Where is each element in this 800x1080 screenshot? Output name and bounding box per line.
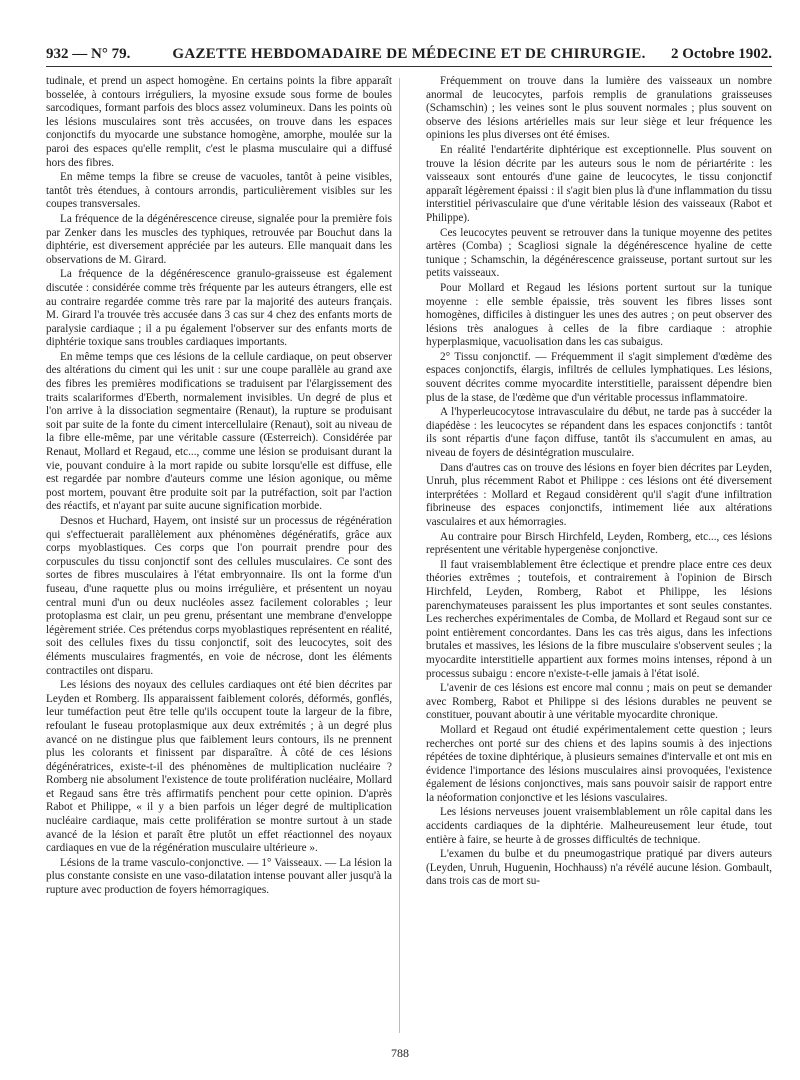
paragraph: L'examen du bulbe et du pneumogastrique pratiqué par divers auteurs (Leyden, Unruh, Huguenin, Hochhauss) n'a révélé aucune lésion. Gombault, dans trois cas de mort su- [426,848,772,888]
paragraph: 2° Tissu conjonctif. — Fréquemment il s'agit simplement d'œdème des espaces conjonctifs, élargis, infiltrés de cellules lymphatiques. Les lésions, souvent décrites comme myocardite interstitielle, paraissent dépendre bien plus de la stase, de l'œdème que d'un véritable processus inflammatoire. [426,350,772,404]
paragraph: Ces leucocytes peuvent se retrouver dans la tunique moyenne des petites artères (Comba) ; Scagliosi signale la dégénérescence hyaline de cette tunique ; Schamschin, la dégénérescence graisseuse, portant surtout sur les petits vaisseaux. [426,226,772,280]
running-header [46,42,772,66]
paragraph: Les lésions des noyaux des cellules cardiaques ont été bien décrites par Leyden et Romberg. Ils apparaissent faiblement colorés, déformés, gonflés, leur tuméfaction peut être telle qu'ils occupent toute la largeur de la fibre, refoulant le fuseau protoplasmique aux deux extrémités ; à un degré plus avancé on ne distingue plus que faiblement leurs contours, ils ne prennent plus les colorants et finissent par disparaître. À côté de ces lésions dégénératrices, existe-t-il des phénomènes de multiplication nucléaire ? Romberg nie absolument l'existence de toute prolifération nucléaire, Mollard et Regaud sans être très affirmatifs penchent pour cette opinion. D'après Rabot et Philippe, « il y a bien parfois un léger degré de multiplication nucléaire cardiaque, mais cette prolifération se montre surtout à un stade avancé de la lésion et paraît être plutôt un effet réactionnel des noyaux cardiaques en vue de la régénération musculaire ultérieure ». [46,679,392,855]
issue-date: 2 Octobre 1902. [671,46,772,62]
paragraph: Pour Mollard et Regaud les lésions portent surtout sur la tunique moyenne : elle semble épaissie, très souvent les fibres lisses sont homogènes, difficiles à distinguer les unes des autres ; on peut observer des lésions très analogues à celles de la fibre cardiaque : atrophie hyperplasmique, vacuolisation dans les cas subaigus. [426,281,772,349]
column-divider [399,78,400,1033]
paragraph: En même temps la fibre se creuse de vacuoles, tantôt à peine visibles, tantôt très étendues, à contours arrondis, particulièrement visibles sur les coupes transversales. [46,171,392,211]
right-column [426,75,772,1035]
paragraph: Dans d'autres cas on trouve des lésions en foyer bien décrites par Leyden, Unruh, plus récemment Rabot et Philippe : ces lésions ont été diversement interprétées : Mollard et Regaud considèrent qu'il s'agit d'une infiltration fibrineuse des espaces conjonctifs, intimement liée aux altérations vasculaires et aux hémorragies. [426,461,772,528]
paragraph: Lésions de la trame vasculo-conjonctive. — 1° Vaisseaux. — La lésion la plus constante consiste en une vaso-dilatation intense pouvant aller jusqu'à la rupture avec production de foyers hémorragiques. [46,856,392,897]
paragraph: Fréquemment on trouve dans la lumière des vaisseaux un nombre anormal de leucocytes, parfois remplis de granulations graisseuses (Schamschin) ; les veines sont le plus souvent normales ; plus souvent on observe des lésions artérielles mais sur leur siège et leur fréquence les opinions les plus diverses ont été émises. [426,75,772,142]
paragraph: L'avenir de ces lésions est encore mal connu ; mais on peut se demander avec Romberg, Rabot et Philippe si des lésions durables ne peuvent se constituer, pouvant aboutir à une véritable myocardite chronique. [426,682,772,722]
journal-title: GAZETTE HEBDOMADAIRE DE MÉDECINE ET DE CHIRURGIE. [172,46,646,62]
paragraph: Il faut vraisemblablement être éclectique et prendre place entre ces deux théories extrêmes ; toutefois, et contrairement à l'opinion de Birsch Hirchfeld, Leyden, Romberg, Rabot et Philippe, les lésions parenchymateuses paraissent les plus importantes et sont seules constantes. Les recherches expérimentales de Comba, de Mollard et Regaud sont sur ce point entièrement concordantes. Dans les cas très aigus, dans les infections brutales et massives, les lésions de la fibre musculaire s'observent seules ; la myocardite interstitielle appartient aux formes moins intenses, répond à un processus subaigu : encore n'existe-t-elle jamais à l'état isolé. [426,558,772,680]
header-rule [46,66,772,67]
paragraph: Mollard et Regaud ont étudié expérimentalement cette question ; leurs recherches ont porté sur des chiens et des lapins soumis à des injections répétées de toxine diphtérique, à plusieurs semaines d'intervalle et ont mis en évidence l'importance des lésions musculaires ainsi provoquées, l'existence également de lésions conjonctives, mais sans pouvoir saisir de rapport entre la néoformation conjonctive et les lésions vasculaires. [426,723,772,804]
paragraph: La fréquence de la dégénérescence granulo-graisseuse est également discutée : considérée comme très fréquente par les auteurs étrangers, elle est au contraire regardée comme très rare par la majorité des auteurs français. M. Girard l'a trouvée très accusée dans 3 cas sur 4 chez des enfants morts de paralysie cardiaque ; il a pu également l'observer sur des enfants morts de diphtérie toxique sans troubles cardiaques importants. [46,268,392,349]
paragraph: La fréquence de la dégénérescence cireuse, signalée pour la première fois par Zenker dans les muscles des typhiques, retrouvée par Bouchut dans la diphtérie, est diversement appréciée par les auteurs. Elle manquait dans les observations de M. Girard. [46,212,392,266]
paragraph: En réalité l'endartérite diphtérique est exceptionnelle. Plus souvent on trouve la lésion décrite par les auteurs sous le nom de périartérite : les vaisseaux sont entourés d'une gaine de leucocytes, le tissu conjonctif apparaît légèrement épaissi : il s'agit bien plus là d'une inflammation du tissu interstitiel périvasculaire que d'une véritable lésion des vaisseaux (Rabot et Philippe). [426,143,772,224]
page-number: 932 — N° 79. [46,46,131,62]
page-folio: 788 [391,1046,409,1060]
left-column [46,75,392,1035]
paragraph: A l'hyperleucocytose intravasculaire du début, ne tarde pas à succéder la diapédèse : les leucocytes se répandent dans les espaces conjonctifs : tantôt ils sont répartis d'une façon diffuse, tantôt ils s'accumulent en amas, au niveau de foyers de désintégration musculaire. [426,406,772,460]
paragraph: Desnos et Huchard, Hayem, ont insisté sur un processus de régénération qui s'effectuerait parallèlement aux phénomènes dégénératifs, grâce aux corps myoblastiques. Ces corps que l'on pourrait prendre pour des corpuscules du tissu conjonctif sont des cellules musculaires. Ce sont des sortes de fibres musculaires à l'état embryonnaire. Ils ont la forme d'un fuseau, d'une raquette plus ou moins irrégulière, et présentent un noyau central muni d'un ou deux nucléoles assez facilement colorables ; leur protoplasma est clair, un peu grenu, présentant une membrane d'enveloppe légèrement striée. Ces prétendus corps myoblastiques représentent en réalité, soit des cellules fixes du tissu conjonctif, soit des leucocytes, soit des éléments musculaires fragmentés, en voie de nécrose, dont les éléments contractiles ont disparu. [46,515,392,677]
paragraph: Au contraire pour Birsch Hirchfeld, Leyden, Romberg, etc..., ces lésions représentent une véritable hypergenèse conjonctive. [426,530,772,557]
paragraph: Les lésions nerveuses jouent vraisemblablement un rôle capital dans les accidents cardiaques de la diphtérie. Malheureusement leur étude, tout entière à faire, se heurte à de grosses difficultés de technique. [426,806,772,846]
paragraph: En même temps que ces lésions de la cellule cardiaque, on peut observer des altérations du ciment qui les unit : sur une coupe parallèle au grand axe des fibres les premières modifications se traduisent par l'élargissement des traits scalariformes d'Eberth, normalement invisibles. Un degré de plus et l'on arrive à la dissociation segmentaire (Renaut), la rupture se produisant soit par suite de la fonte du ciment intercellulaire (Renaut), soit au niveau de la fibre elle-même, par une véritable cassure (Œsterreich). Considérée par Renaut, Mollard et Regaud, etc..., comme une lésion se produisant durant la vie, pouvant conduire à la mort rapide ou subite lorsqu'elle est diffuse, elle est regardée par nombre d'auteurs comme une lésion agonique, ou même post mortem, pouvant être produite soit par la putréfaction, soit par l'action des réactifs, et n'ayant par suite aucune signification morbide. [46,350,392,513]
paragraph: tudinale, et prend un aspect homogène. En certains points la fibre apparaît bosselée, à contours irréguliers, la myosine exsude sous forme de boules sarcodiques, formant parfois des blocs assez volumineux. Dans les points où les lésions musculaires sont très accusées, on trouve dans les espaces conjonctifs du myocarde une substance homogène, amorphe, moulée sur la paroi des espaces qu'elle remplit, c'est le plasma musculaire qui a diffusé hors des fibres. [46,75,392,169]
